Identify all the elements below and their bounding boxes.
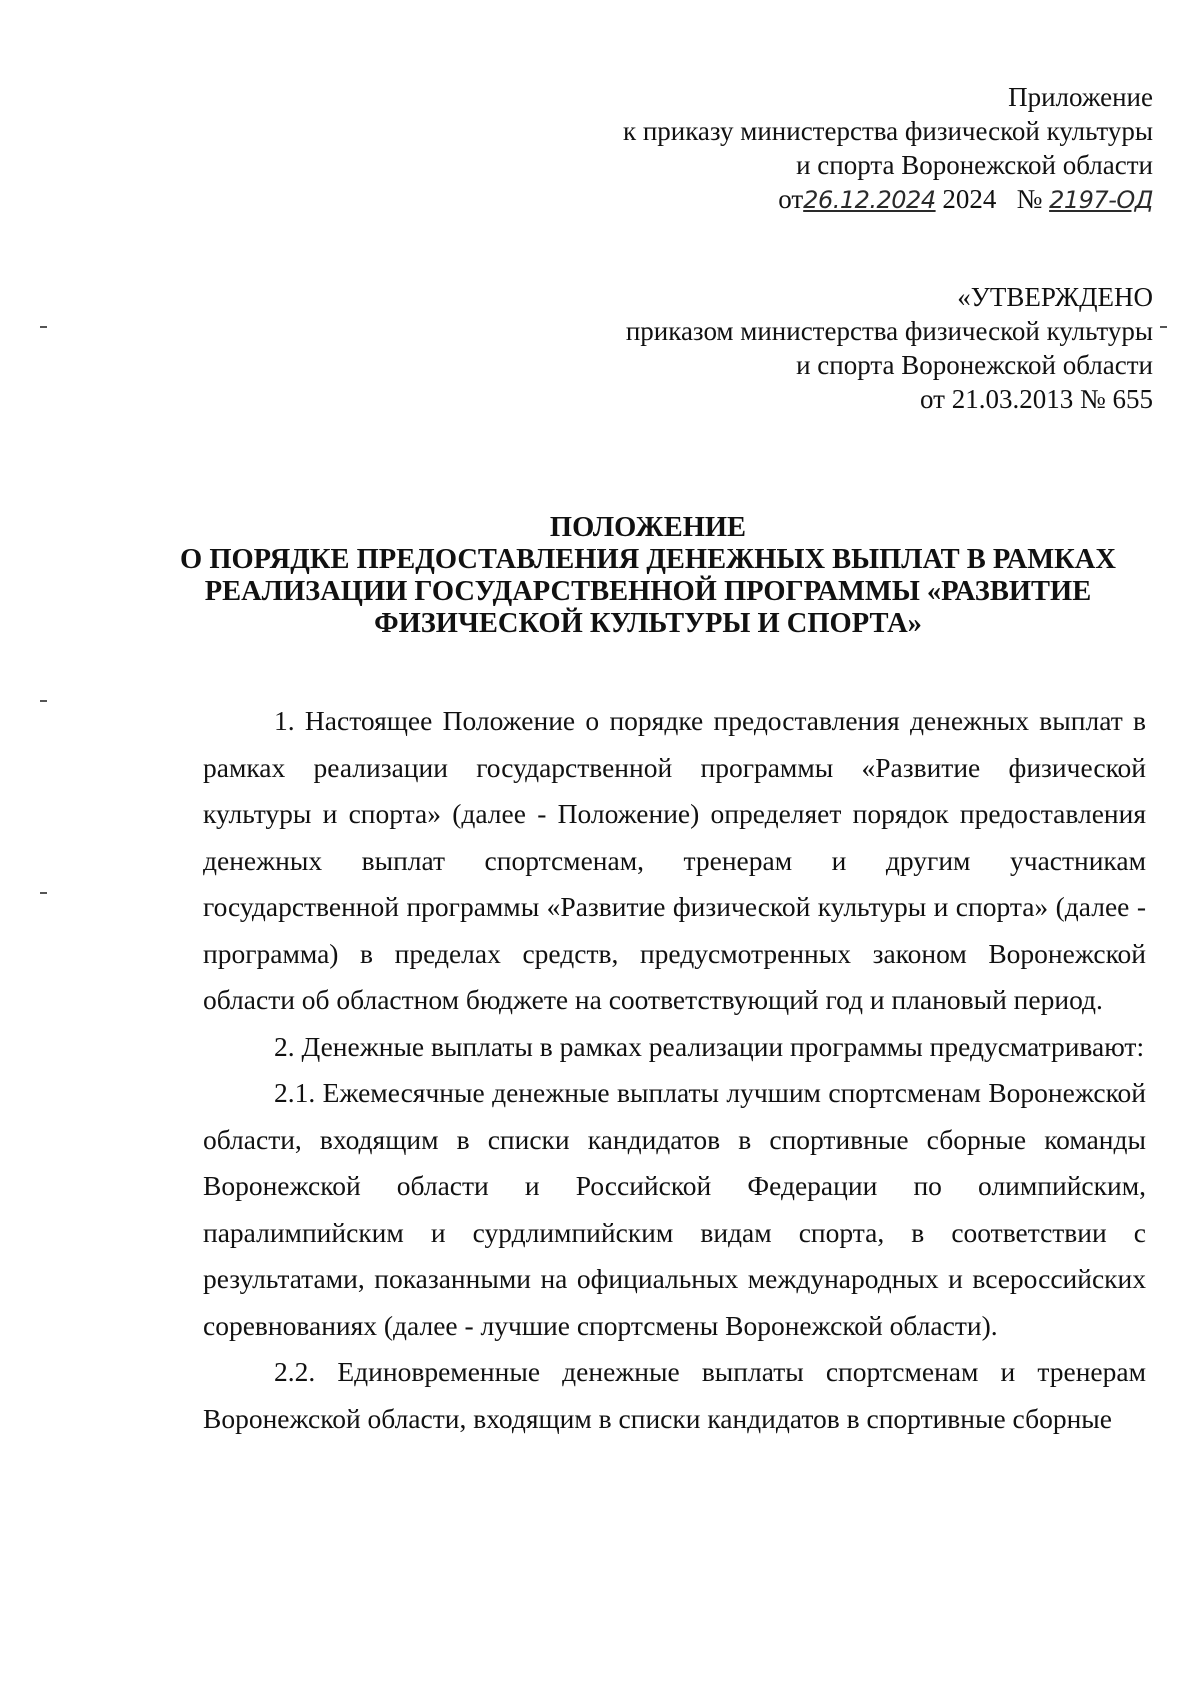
scan-speck — [40, 326, 47, 328]
title-line-4: ФИЗИЧЕСКОЙ КУЛЬТУРЫ И СПОРТА» — [374, 608, 922, 639]
approved-date-number: от 21.03.2013 № 655 — [920, 384, 1153, 414]
title-line-1: ПОЛОЖЕНИЕ — [549, 512, 747, 543]
date-prefix: от — [778, 184, 804, 214]
approved-label: «УТВЕРЖДЕНО — [957, 282, 1153, 312]
year: 2024 — [942, 184, 997, 214]
paragraph-2-1: 2.1. Ежемесячные денежные выплаты лучшим спортсменам Воронежской области, входящим в списки кандидатов в спортивные сборные команды Воронежской области и Российской Федерации по олимпийским, паралимпийским и сурдлимпийским видам спорта, в соответствии с результатами, показанными на официальных международных и всероссийских соревнованиях (далее - лучшие спортсмены Воронежской области). — [203, 1077, 1146, 1341]
attachment-label: Приложение — [1008, 82, 1153, 112]
attachment-date-number — [513, 182, 1153, 217]
attachment-order-ref-cont: и спорта Воронежской области — [796, 150, 1153, 180]
paragraph-1: 1. Настоящее Положение о порядке предоставления денежных выплат в рамках реализации государственной программы «Развитие физической культуры и спорта» (далее - Положение) определяет порядок предоставления денежных выплат спортсменам, тренерам и другим участникам государственной программы «Развитие физической культуры и спорта» (далее - программа) в пределах средств, предусмотренных законом Воронежской области об областном бюджете на соответствующий год и плановый период. — [203, 705, 1146, 1015]
approved-order-cont: и спорта Воронежской области — [796, 350, 1153, 380]
approved-order: приказом министерства физической культуры — [625, 316, 1153, 346]
document-body — [203, 698, 1146, 1442]
title-line-3: РЕАЛИЗАЦИИ ГОСУДАРСТВЕННОЙ ПРОГРАММЫ «РАЗВИТИЕ — [204, 576, 1092, 607]
document-title — [150, 512, 1146, 640]
attachment-header — [513, 80, 1153, 217]
handwritten-number: 2197-ОД — [1049, 186, 1153, 214]
scan-speck — [1160, 326, 1167, 328]
approval-stamp-block — [513, 280, 1153, 416]
handwritten-date: 26.12.2024 — [803, 186, 936, 214]
attachment-order-ref: к приказу министерства физической культуры — [622, 116, 1153, 146]
number-prefix: № — [1016, 184, 1043, 214]
scan-speck — [40, 892, 47, 894]
paragraph-2-2: 2.2. Единовременные денежные выплаты спортсменам и тренерам Воронежской области, входящим в списки кандидатов в спортивные сборные — [203, 1356, 1146, 1434]
paragraph-2: 2. Денежные выплаты в рамках реализации программы предусматривают: — [274, 1030, 1145, 1062]
scan-speck — [40, 700, 47, 702]
title-line-2: О ПОРЯДКЕ ПРЕДОСТАВЛЕНИЯ ДЕНЕЖНЫХ ВЫПЛАТ В РАМКАХ — [180, 544, 1116, 575]
